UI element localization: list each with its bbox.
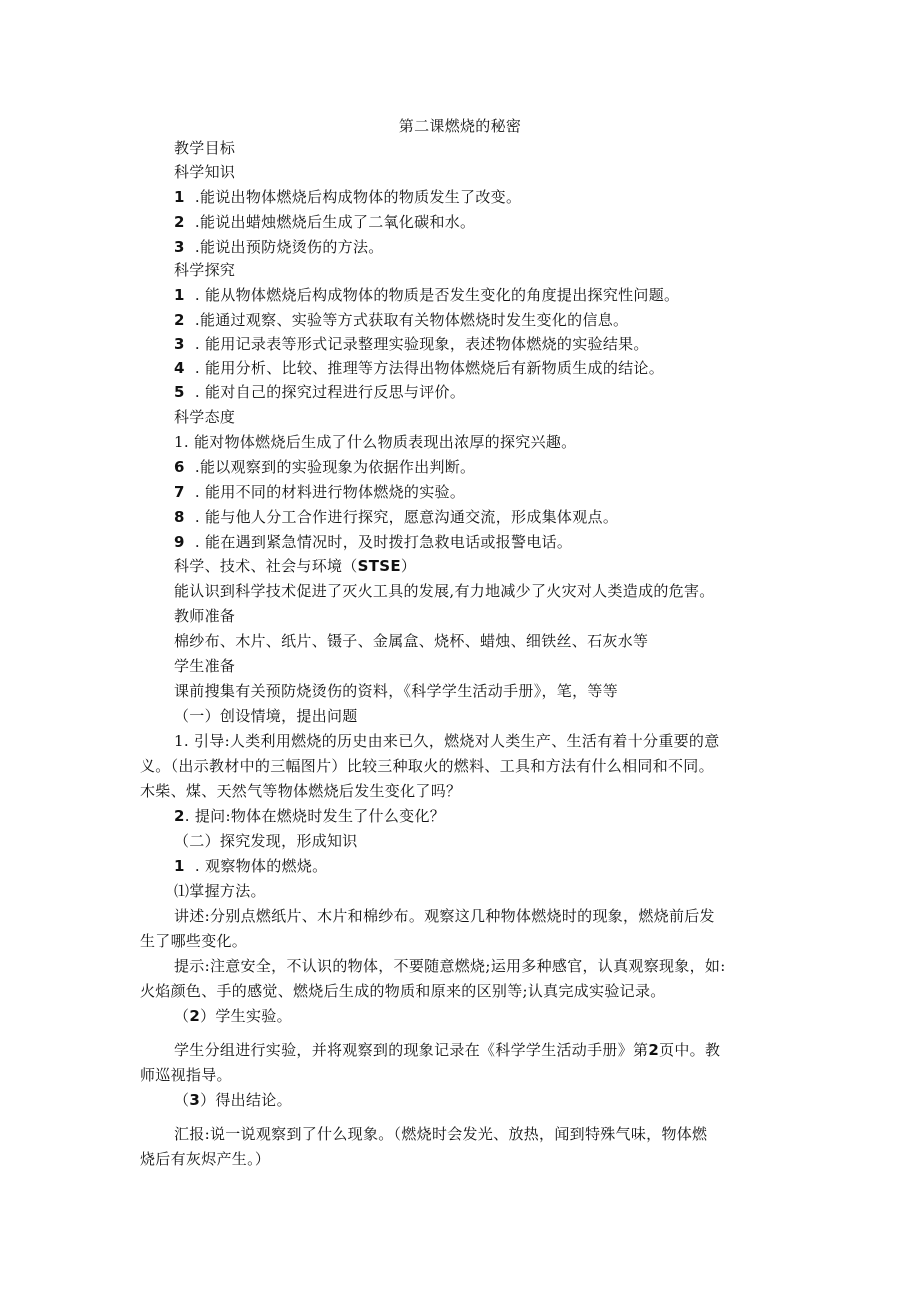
student-prep-heading: 学生准备	[174, 657, 236, 675]
attitude-item-8: 8 . 能与他人分工合作进行探究，愿意沟通交流，形成集体观点。	[174, 508, 619, 526]
goals-heading: 教学目标	[174, 139, 236, 157]
knowledge-heading: 科学知识	[174, 163, 236, 181]
knowledge-item-1: 1 .能说出物体燃烧后构成物体的物质发生了改变。	[174, 188, 522, 206]
page-title: 第二课燃烧的秘密	[398, 117, 522, 135]
part2-tip-line1: 提示:注意安全，不认识的物体，不要随意燃烧;运用多种感官，认真观察现象，如:	[174, 957, 726, 975]
part2-report-line1: 汇报:说一说观察到了什么现象。（燃烧时会发光、放热，闻到特殊气味，物体燃	[174, 1125, 708, 1143]
part1-guide-line3: 木柴、煤、天然气等物体燃烧后发生变化了吗？	[140, 782, 462, 800]
part1-guide-line2: 义。（出示教材中的三幅图片）比较三种取火的燃料、工具和方法有什么相同和不同。	[140, 757, 714, 775]
part2-heading: （二）探究发现，形成知识	[174, 832, 358, 850]
part2-group-line1: 学生分组进行实验，并将观察到的现象记录在《科学学生活动手册》第2页中。教	[174, 1041, 721, 1059]
teacher-prep-heading: 教师准备	[174, 607, 236, 625]
part2-report-line2: 烧后有灰烬产生。）	[140, 1150, 271, 1168]
part1-question: 2. 提问:物体在燃烧时发生了什么变化？	[174, 807, 446, 825]
part2-experiment: （2）学生实验。	[174, 1007, 292, 1025]
inquiry-item-5: 5 . 能对自己的探究过程进行反思与评价。	[174, 383, 466, 401]
part1-guide-line1: 1. 引导:人类利用燃烧的历史由来已久，燃烧对人类生产、生活有着十分重要的意	[174, 732, 720, 750]
attitude-heading: 科学态度	[174, 408, 236, 426]
stse-text: 能认识到科学技术促进了灭火工具的发展,有力地减少了火灾对人类造成的危害。	[174, 582, 715, 600]
part2-group-line2: 师巡视指导。	[140, 1066, 232, 1084]
part2-explain-line2: 生了哪些变化。	[140, 932, 248, 950]
knowledge-item-2: 2 .能说出蜡烛燃烧后生成了二氧化碳和水。	[174, 213, 476, 231]
attitude-item-9: 9 . 能在遇到紧急情况时，及时拨打急救电话或报警电话。	[174, 533, 573, 551]
part1-heading: （一）创设情境，提出问题	[174, 707, 358, 725]
part2-method: ⑴掌握方法。	[174, 882, 266, 900]
stse-heading: 科学、技术、社会与环境（STSE）	[174, 557, 417, 575]
inquiry-item-1: 1 . 能从物体燃烧后构成物体的物质是否发生变化的角度提出探究性问题。	[174, 286, 680, 304]
student-prep-text: 课前搜集有关预防烧烫伤的资料，《科学学生活动手册》，笔，等等	[174, 682, 619, 700]
attitude-item-7: 7 . 能用不同的材料进行物体燃烧的实验。	[174, 483, 466, 501]
knowledge-item-3: 3 .能说出预防烧烫伤的方法。	[174, 238, 384, 256]
attitude-item-1: 1. 能对物体燃烧后生成了什么物质表现出浓厚的探究兴趣。	[174, 433, 577, 451]
part2-conclusion: （3）得出结论。	[174, 1091, 292, 1109]
teacher-prep-text: 棉纱布、木片、纸片、镊子、金属盒、烧杯、蜡烛、细铁丝、石灰水等	[174, 632, 649, 650]
part2-explain-line1: 讲述:分别点燃纸片、木片和棉纱布。观察这几种物体燃烧时的现象，燃烧前后发	[174, 907, 715, 925]
inquiry-item-3: 3 . 能用记录表等形式记录整理实验现象，表述物体燃烧的实验结果。	[174, 335, 649, 353]
inquiry-item-4: 4 . 能用分析、比较、推理等方法得出物体燃烧后有新物质生成的结论。	[174, 359, 665, 377]
part2-tip-line2: 火焰颜色、手的感觉、燃烧后生成的物质和原来的区别等;认真完成实验记录。	[140, 982, 666, 1000]
attitude-item-6: 6 .能以观察到的实验现象为依据作出判断。	[174, 458, 476, 476]
part2-observe: 1 . 观察物体的燃烧。	[174, 857, 328, 875]
inquiry-heading: 科学探究	[174, 261, 236, 279]
inquiry-item-2: 2 .能通过观察、实验等方式获取有关物体燃烧时发生变化的信息。	[174, 311, 629, 329]
